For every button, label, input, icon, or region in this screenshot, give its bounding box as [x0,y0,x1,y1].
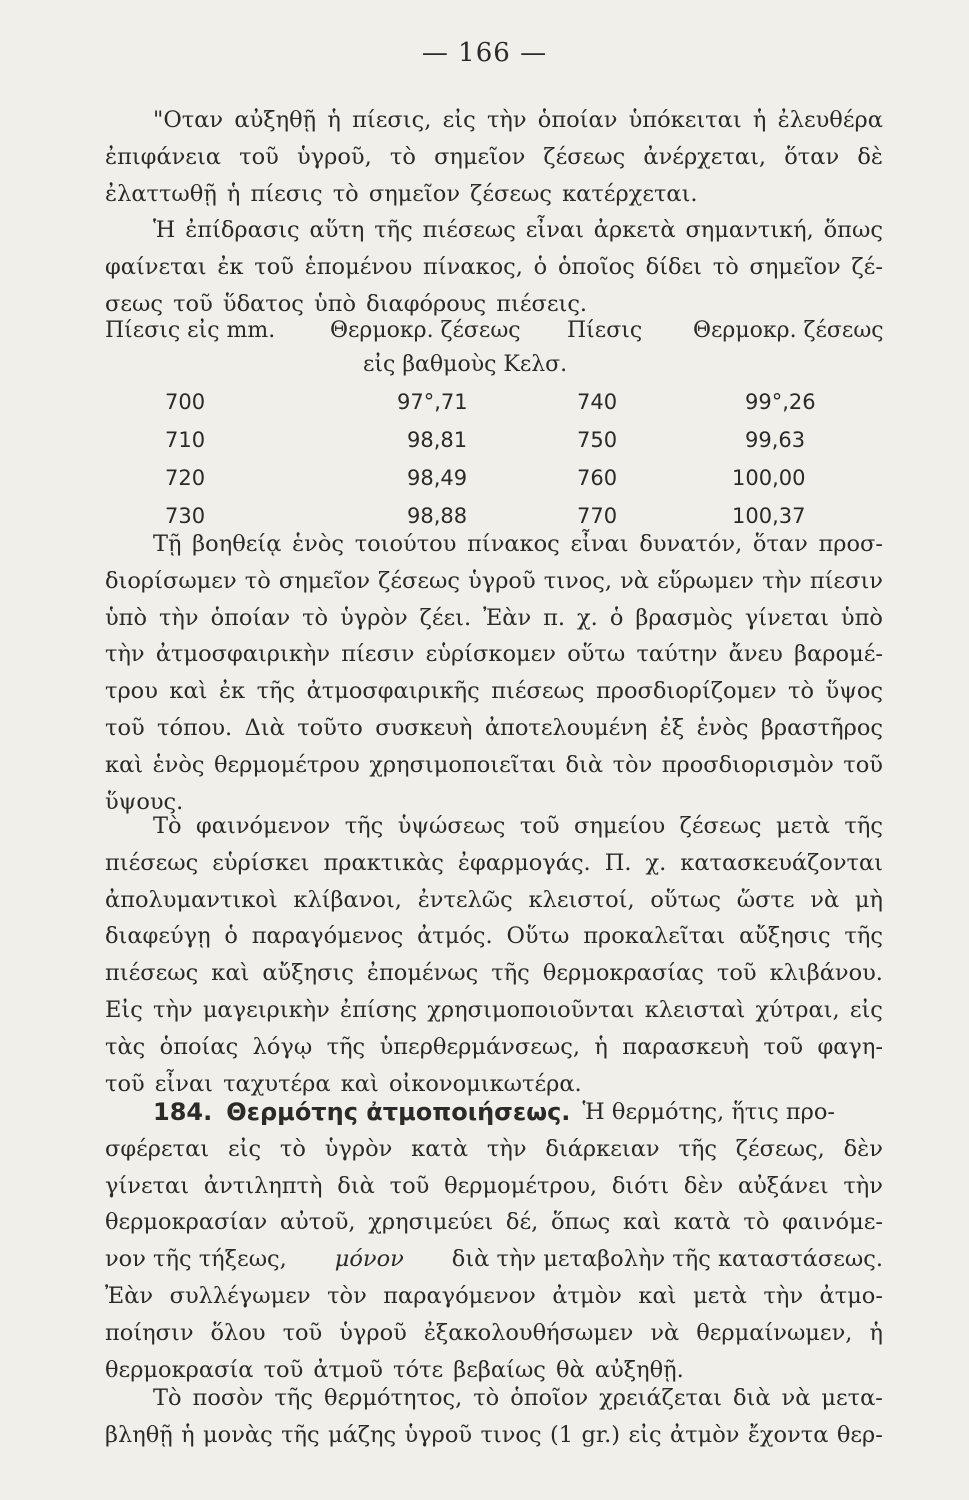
text-line: Τὸ ποσὸν τῆς θερμότητος, τὸ ὁποῖον χρειάζεται διὰ νὰ μετα- [153,1385,883,1411]
cell-temperature: 97°,71 [397,390,468,414]
text-line: Τῇ βοηθείᾳ ἑνὸς τοιούτου πίνακος εἶναι δυνατόν, ὅταν προσ- [153,531,883,557]
text-line: τρου καὶ ἐκ τῆς ἀτμοσφαιρικῆς πιέσεως προσδιορίζομεν τὸ ὕψος [105,678,883,705]
text-line: γίνεται ἀντιληπτὴ διὰ τοῦ θερμομέτρου, διότι δὲν αὐξάνει τὴν [105,1172,883,1199]
text-line: "Οταν αὐξηθῇ ἡ πίεσις, εἰς τὴν ὁποίαν ὑπόκειται ἡ ἐλευθέρα [153,107,883,133]
table-row [105,428,883,466]
text-line: πιέσεως καὶ αὔξησις ἐπομένως τῆς θερμοκρασίας τοῦ κλιβάνου. [105,960,883,987]
cell-temperature: 99°,26 [745,390,816,414]
cell-pressure: 740 [577,390,618,414]
text-line: Ἡ θερμότης, ἥτις προ- [582,1099,835,1125]
text-line: φαίνεται ἐκ τοῦ ἑπομένου πίνακος, ὁ ὁποῖος δίδει τὸ σημεῖον ζέ- [105,254,883,281]
section-title: Θερμότης ἀτμοποιήσεως. [226,1098,571,1126]
table-header [105,318,883,390]
text-line: πιέσεως εὑρίσκει πρακτικὰς ἐφαρμογάς. Π. χ. κατασκευάζονται [105,849,883,876]
cell-pressure: 730 [165,504,206,528]
cell-temperature: 98,49 [407,466,468,490]
text-line: καὶ ἑνὸς θερμομέτρου χρησιμοποιεῖται διὰ τὸν προσδιορισμὸν τοῦ [105,751,883,778]
cell-temperature: 98,88 [407,504,468,528]
text-line: τὴν ἀτμοσφαιρικὴν πίεσιν εὑρίσκομεν οὕτω ταύτην ἄνευ βαρομέ- [105,641,883,668]
paragraph-applications [105,808,883,1102]
text-line: ὕψους. [105,788,184,815]
text-line: διαφεύγῃ ὁ παραγόμενος ἀτμός. Οὕτω προκαλεῖται αὔξησις τῆς [105,923,883,950]
table-row [105,466,883,504]
text-line: Ἐὰν συλλέγωμεν τὸν παραγόμενον ἀτμὸν καὶ μετὰ τὴν ἀτμο- [105,1282,883,1309]
text-line: ἀπολυμαντικοὶ κλίβανοι, ἐντελῶς κλειστοί, οὕτως ὥστε νὰ μὴ [105,886,883,913]
column-header-pressure: Πίεσις εἰς mm. [105,318,276,343]
text-line: Τὸ φαινόμενον τῆς ὑψώσεως τοῦ σημείου ζέσεως μετὰ τῆς [153,813,883,839]
cell-pressure: 720 [165,466,206,490]
text-line: σφέρεται εἰς τὸ ὑγρὸν κατὰ τὴν διάρκειαν τῆς ζέσεως, δὲν [105,1135,883,1162]
section-184 [105,1094,883,1388]
column-header-pressure: Πίεσις [567,318,643,343]
text-line: ὑπὸ τὴν ὁποίαν τὸ ὑγρὸν ζέει. Ἐὰν π. χ. ὁ βρασμὸς γίνεται ὑπὸ [105,604,883,631]
cell-pressure: 750 [577,428,618,452]
cell-pressure: 760 [577,466,618,490]
text-line: βληθῇ ἡ μονὰς τῆς μάζης ὑγροῦ τινος (1 gr.) εἰς ἀτμὸν ἔχοντα θερ- [105,1421,883,1448]
cell-pressure: 710 [165,428,206,452]
text-line: θερμοκρασία τοῦ ἀτμοῦ τότε βεβαίως θὰ αὐξηθῇ. [105,1356,684,1383]
paragraph-heat-quantity [105,1380,883,1454]
cell-temperature: 98,81 [407,428,468,452]
cell-pressure: 700 [165,390,206,414]
text-line: σεως τοῦ ὕδατος ὑπὸ διαφόρους πιέσεις. [105,290,588,317]
text-line: τὰς ὁποίας λόγῳ τῆς ὑπερθερμάνσεως, ἡ παρασκευὴ τοῦ φαγη- [105,1033,883,1060]
emphasized-word: μόνον [334,1246,404,1273]
cell-temperature: 100,37 [732,504,806,528]
text-line: Εἰς τὴν μαγειρικὴν ἐπίσης χρησιμοποιοῦνται κλεισταὶ χύτραι, εἰς [105,996,883,1023]
text-segment: νον τῆς τήξεως, [105,1246,287,1273]
column-header-temperature: Θερμοκρ. ζέσεως [330,318,521,343]
text-line-emphasis [105,1241,883,1278]
cell-temperature: 99,63 [745,428,806,452]
text-line: ποίησιν ὅλου τοῦ ὑγροῦ ἐξακολουθήσωμεν νὰ θερμαίνωμεν, ἡ [105,1319,883,1346]
table-row [105,390,883,428]
unit-note: εἰς βαθμοὺς Κελσ. [363,352,568,377]
text-line: ἐπιφάνεια τοῦ ὑγροῦ, τὸ σημεῖον ζέσεως ἀνέρχεται, ὅταν δὲ [105,143,883,170]
text-line: τοῦ τόπου. Διὰ τοῦτο συσκευὴ ἀποτελουμένη ἐξ ἑνὸς βραστῆρος [105,714,883,741]
text-line: ἐλαττωθῇ ἡ πίεσις τὸ σημεῖον ζέσεως κατέρχεται. [105,180,698,207]
cell-temperature: 100,00 [732,466,806,490]
text-line: θερμοκρασίαν αὐτοῦ, χρησιμεύει δέ, ὅπως καὶ κατὰ τὸ φαινόμε- [105,1209,883,1236]
column-header-temperature: Θερμοκρ. ζέσεως [693,318,884,343]
text-segment: διὰ τὴν μεταβολὴν τῆς καταστάσεως. [451,1246,883,1273]
cell-pressure: 770 [577,504,618,528]
text-line: Ἡ ἐπίδρασις αὕτη τῆς πιέσεως εἶναι ἀρκετὰ σημαντική, ὅπως [153,217,883,244]
text-line: τοῦ εἶναι ταχυτέρα καὶ οἰκονομικωτέρα. [105,1070,582,1097]
text-line: διορίσωμεν τὸ σημεῖον ζέσεως ὑγροῦ τινος, νὰ εὕρωμεν τὴν πίεσιν [105,567,883,594]
paragraph-pressure-determination [105,526,883,820]
section-heading-line [105,1094,883,1131]
boiling-point-table [105,318,883,542]
section-number: 184. [153,1098,213,1126]
paragraph-boiling-point-pressure [105,102,883,323]
page-number: — 166 — [421,38,548,68]
